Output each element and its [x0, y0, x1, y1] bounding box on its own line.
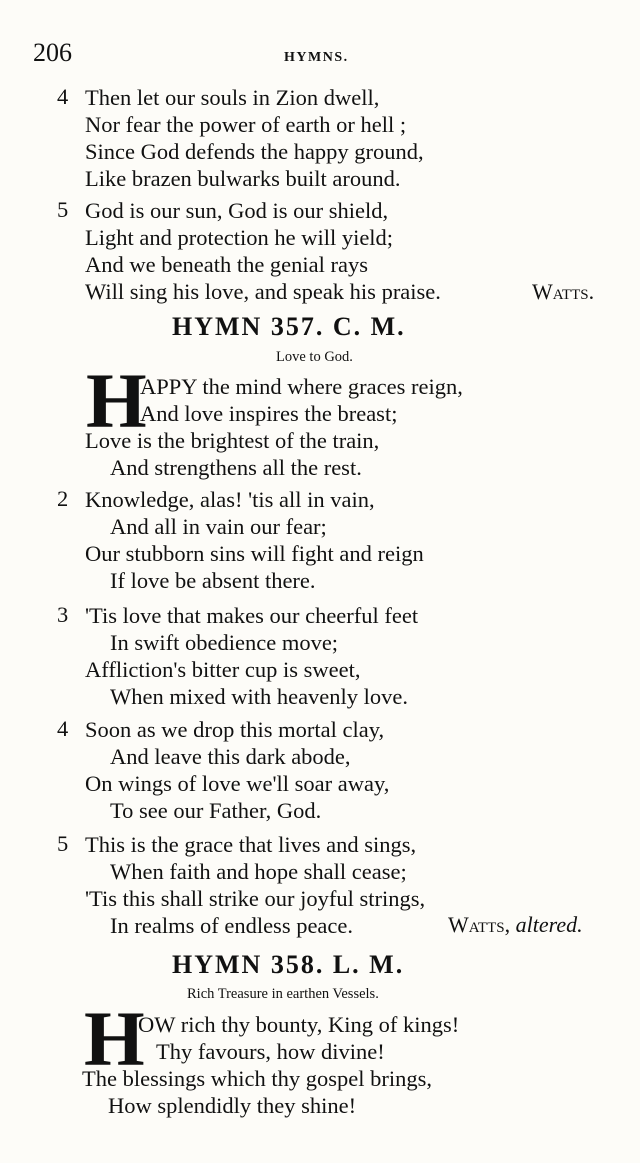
verse-line: When mixed with heavenly love. — [110, 684, 409, 709]
verse-line: Love is the brightest of the train, — [85, 428, 380, 453]
verse-line: If love be absent there. — [110, 568, 316, 593]
verse-line: Knowledge, alas! 'tis all in vain, — [85, 487, 375, 512]
hymn-title: HYMN 357. C. M. — [172, 312, 406, 341]
attribution-note: altered. — [515, 912, 583, 937]
drop-cap: H — [84, 995, 145, 1082]
stanza-number: 5 — [57, 197, 69, 222]
verse-line: Like brazen bulwarks built around. — [85, 166, 401, 191]
hymn-subtitle: Rich Treasure in earthen Vessels. — [187, 986, 379, 1002]
verse-line: The blessings which thy gospel brings, — [82, 1066, 432, 1091]
attribution-name: Watts, — [448, 912, 511, 937]
stanza-number: 2 — [57, 486, 69, 511]
verse-line: And strengthens all the rest. — [110, 455, 362, 480]
verse-line: Nor fear the power of earth or hell ; — [85, 112, 407, 137]
verse-line: In swift obedience move; — [110, 630, 339, 655]
verse-line: Then let our souls in Zion dwell, — [85, 85, 380, 110]
stanza-number: 5 — [57, 831, 69, 856]
verse-line: And we beneath the genial rays — [85, 252, 369, 277]
stanza-number: 4 — [57, 84, 69, 109]
page-number: 206 — [33, 38, 72, 67]
running-head: HYMNS. — [284, 50, 349, 65]
stanza-number: 4 — [57, 716, 69, 741]
verse-line: This is the grace that lives and sings, — [85, 832, 417, 857]
verse-line: Thy favours, how divine! — [156, 1039, 385, 1064]
verse-line: And love inspires the breast; — [140, 401, 398, 426]
drop-cap: H — [86, 357, 147, 444]
hymn-subtitle: Love to God. — [276, 349, 353, 365]
verse-line: 'Tis love that makes our cheerful feet — [85, 603, 419, 628]
hymn-title: HYMN 358. L. M. — [172, 950, 405, 979]
verse-line: To see our Father, God. — [110, 798, 322, 823]
verse-line: 'Tis this shall strike our joyful strings, — [85, 886, 426, 911]
verse-line: Affliction's bitter cup is sweet, — [85, 657, 361, 682]
verse-line: APPY the mind where graces reign, — [140, 374, 463, 399]
attribution — [448, 912, 583, 938]
verse-line: And all in vain our fear; — [110, 514, 327, 539]
verse-line: And leave this dark abode, — [110, 744, 351, 769]
verse-line: When faith and hope shall cease; — [110, 859, 407, 884]
verse-line: How splendidly they shine! — [108, 1093, 357, 1118]
verse-line: Soon as we drop this mortal clay, — [85, 717, 385, 742]
stanza-number: 3 — [57, 602, 69, 627]
verse-line: Will sing his love, and speak his praise. — [85, 279, 441, 304]
verse-line: Light and protection he will yield; — [85, 225, 394, 250]
attribution: Watts. — [532, 279, 595, 304]
verse-line: Our stubborn sins will fight and reign — [85, 541, 424, 566]
verse-line: God is our sun, God is our shield, — [85, 198, 389, 223]
verse-line: Since God defends the happy ground, — [85, 139, 424, 164]
verse-line: In realms of endless peace. — [110, 913, 354, 938]
verse-line: On wings of love we'll soar away, — [85, 771, 390, 796]
verse-line: OW rich thy bounty, King of kings! — [138, 1012, 460, 1037]
